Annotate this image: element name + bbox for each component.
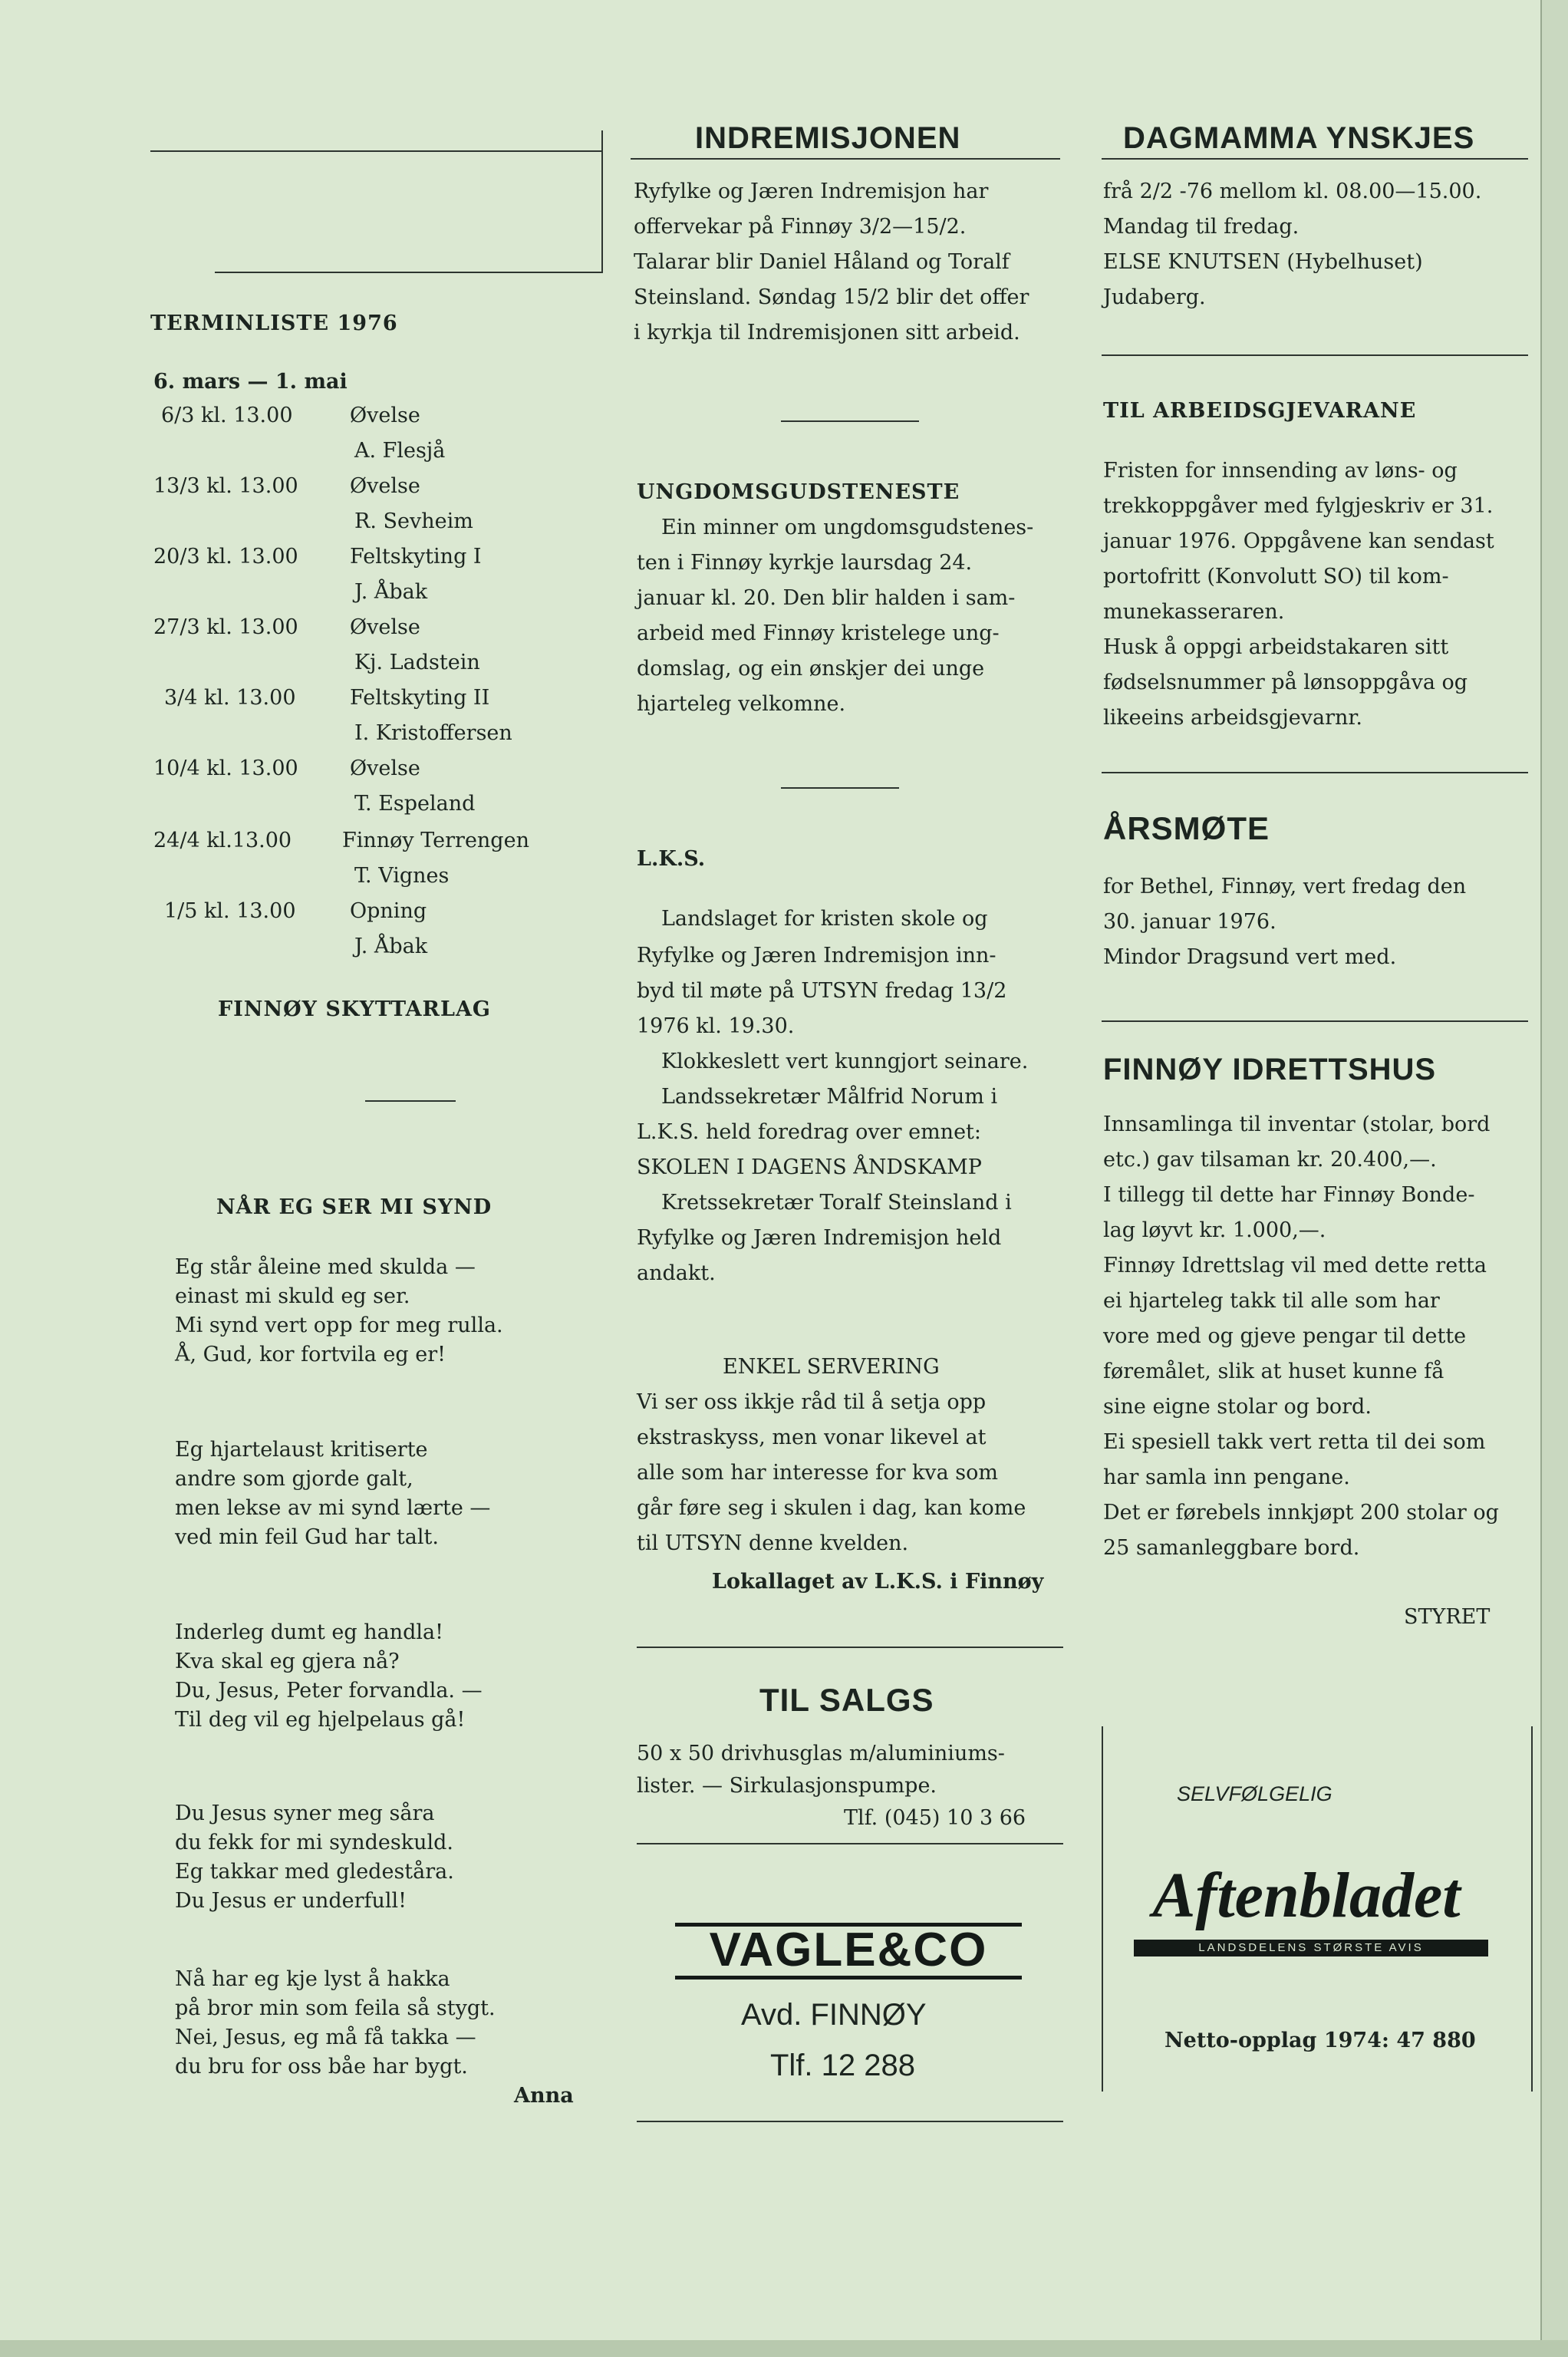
termin-event: Øvelse — [350, 615, 420, 639]
ungdom-line: hjarteleg velkomne. — [637, 692, 846, 716]
poem-line: Inderleg dumt eg handla! — [175, 1620, 443, 1644]
arbeidsgjevar-title: TIL ARBEIDSGJEVARANE — [1103, 399, 1417, 423]
poem-line: Eg står åleine med skulda — — [175, 1255, 476, 1279]
vertical-rule-col1 — [601, 130, 603, 272]
arbeidsgjevar-line: fødselsnummer på lønsoppgåva og — [1103, 671, 1468, 694]
termin-event: Øvelse — [350, 404, 420, 427]
dagmamma-line: frå 2/2 -76 mellom kl. 08.00—15.00. — [1103, 180, 1482, 203]
rule-col1-box — [215, 272, 603, 273]
ungdom-line: Ein minner om ungdomsgudstenes- — [661, 516, 1034, 539]
termin-date: 3/4 kl. 13.00 — [164, 686, 296, 710]
arbeidsgjevar-line: portofritt (Konvolutt SO) til kom- — [1103, 565, 1449, 588]
idrettshus-line: vore med og gjeve pengar til dette — [1103, 1324, 1467, 1348]
poem-line: Å, Gud, kor fortvila eg er! — [175, 1343, 446, 1366]
termin-date: 10/4 kl. 13.00 — [153, 757, 298, 780]
separator-rule — [365, 1100, 456, 1102]
poem-line: på bror min som feila så stygt. — [175, 1996, 496, 2020]
servering-line: ekstraskyss, men vonar likevel at — [637, 1426, 987, 1449]
aftenbladet-frame-right — [1531, 1726, 1533, 2092]
poem-line: Til deg vil eg hjelpelaus gå! — [175, 1708, 466, 1732]
rule-aarsmote-bottom — [1102, 1020, 1528, 1022]
idrettshus-line: I tillegg til dette har Finnøy Bonde- — [1103, 1183, 1475, 1207]
termin-date: 24/4 kl.13.00 — [153, 829, 292, 852]
servering-line: alle som har interesse for kva som — [637, 1461, 998, 1485]
termin-person: J. Åbak — [354, 580, 428, 604]
servering-line: Vi ser oss ikkje råd til å setja opp — [637, 1390, 987, 1414]
dagmamma-line: Judaberg. — [1103, 285, 1206, 309]
terminliste-title: TERMINLISTE 1976 — [150, 312, 398, 335]
idrettshus-line: Finnøy Idrettslag vil med dette retta — [1103, 1254, 1487, 1277]
idrettshus-line: sine eigne stolar og bord. — [1103, 1395, 1372, 1419]
aftenbladet-tagline: SELVFØLGELIG — [1177, 1782, 1332, 1805]
termin-person: R. Sevheim — [354, 509, 473, 533]
arbeidsgjevar-line: Husk å oppgi arbeidstakaren sitt — [1103, 635, 1449, 659]
rule-vagle-bottom — [637, 2121, 1063, 2122]
poem-line: ved min feil Gud har talt. — [175, 1525, 439, 1549]
poem-line: Nå har eg kje lyst å hakka — [175, 1967, 450, 1991]
rule-salg-top — [637, 1647, 1063, 1648]
poem-line: du fekk for mi syndeskuld. — [175, 1831, 453, 1854]
poem-line: Nei, Jesus, eg må få takka — — [175, 2026, 476, 2049]
termin-event: Finnøy Terrengen — [342, 829, 529, 852]
arbeidsgjevar-line: likeeins arbeidsgjevarnr. — [1103, 706, 1362, 730]
rule-arbeidsgjevar-bottom — [1102, 772, 1528, 773]
top-rule-col1 — [150, 150, 603, 152]
poem-line: einast mi skuld eg ser. — [175, 1284, 410, 1308]
idrettshus-line: Ei spesiell takk vert retta til dei som — [1103, 1430, 1486, 1454]
poem-line: du bru for oss båe har bygt. — [175, 2055, 468, 2078]
lks-signature: Lokallaget av L.K.S. i Finnøy — [712, 1570, 1044, 1594]
termin-event: Øvelse — [350, 757, 420, 780]
idrettshus-title: FINNØY IDRETTSHUS — [1103, 1053, 1437, 1086]
page-bottom-strip — [0, 2340, 1568, 2357]
aftenbladet-tagline-bar: LANDSDELENS STØRSTE AVIS — [1134, 1940, 1488, 1956]
lks-line: byd til møte på UTSYN fredag 13/2 — [637, 979, 1007, 1003]
lks-title: L.K.S. — [637, 847, 706, 871]
indremisjon-line: offervekar på Finnøy 3/2—15/2. — [634, 215, 967, 239]
termin-person: J. Åbak — [354, 935, 428, 958]
arbeidsgjevar-line: Fristen for innsending av løns- og — [1103, 459, 1458, 483]
servering-line: går føre seg i skulen i dag, kan kome — [637, 1496, 1026, 1520]
poem-author: Anna — [514, 2084, 574, 2108]
arbeidsgjevar-line: januar 1976. Oppgåvene kan sendast — [1103, 529, 1494, 553]
poem-line: Du, Jesus, Peter forvandla. — — [175, 1679, 483, 1703]
poem-line: men lekse av mi synd lærte — — [175, 1496, 491, 1520]
rule-salg-bottom — [637, 1843, 1063, 1844]
rule-indremisjon — [631, 158, 1060, 160]
ungdom-line: domslag, og ein ønskjer dei unge — [637, 657, 985, 681]
lks-line: L.K.S. held foredrag over emnet: — [637, 1120, 981, 1144]
vagle-phone: Tlf. 12 288 — [770, 2049, 916, 2082]
termin-person: T. Espeland — [354, 792, 476, 816]
idrettshus-line: ei hjarteleg takk til alle som har — [1103, 1289, 1440, 1313]
lks-line: 1976 kl. 19.30. — [637, 1014, 795, 1038]
page-edge-strip — [1540, 0, 1568, 2357]
ungdom-title: UNGDOMSGUDSTENESTE — [637, 480, 960, 504]
idrettshus-line: Det er førebels innkjøpt 200 stolar og — [1103, 1501, 1499, 1525]
idrettshus-line: lag løyvt kr. 1.000,—. — [1103, 1218, 1326, 1242]
termin-date: 1/5 kl. 13.00 — [164, 899, 296, 923]
lks-line: Landssekretær Målfrid Norum i — [661, 1085, 998, 1109]
termin-event: Opning — [350, 899, 427, 923]
lks-line: SKOLEN I DAGENS ÅNDSKAMP — [637, 1155, 982, 1179]
idrettshus-line: 25 samanleggbare bord. — [1103, 1536, 1360, 1560]
lks-line: Kretssekretær Toralf Steinsland i — [661, 1191, 1012, 1215]
rule-dagmamma — [1102, 158, 1528, 160]
terminliste-footer: FINNØY SKYTTARLAG — [218, 997, 491, 1021]
poem-line: andre som gjorde galt, — [175, 1467, 413, 1491]
termin-event: Feltskyting I — [350, 545, 482, 569]
poem-line: Mi synd vert opp for meg rulla. — [175, 1314, 503, 1337]
aarsmote-line: for Bethel, Finnøy, vert fredag den — [1103, 875, 1467, 898]
termin-date: 6/3 kl. 13.00 — [161, 404, 293, 427]
termin-event: Øvelse — [350, 474, 420, 498]
poem-line: Du Jesus syner meg såra — [175, 1802, 435, 1825]
termin-date: 27/3 kl. 13.00 — [153, 615, 298, 639]
aftenbladet-frame-left — [1102, 1726, 1103, 2092]
vagle-logo: VAGLE&CO — [675, 1923, 1022, 1980]
poem-line: Du Jesus er underfull! — [175, 1889, 407, 1913]
salg-line: lister. — Sirkulasjonspumpe. — [637, 1774, 937, 1798]
indremisjon-line: Steinsland. Søndag 15/2 blir det offer — [634, 285, 1029, 309]
indremisjon-line: i kyrkja til Indremisjonen sitt arbeid. — [634, 321, 1020, 344]
poem-line: Eg takkar med gledeståra. — [175, 1860, 454, 1884]
separator-rule — [781, 787, 899, 789]
lks-line: Landslaget for kristen skole og — [661, 907, 988, 931]
lks-line: Klokkeslett vert kunngjort seinare. — [661, 1050, 1029, 1073]
lks-line: Ryfylke og Jæren Indremisjon held — [637, 1226, 1002, 1250]
indremisjon-line: Talarar blir Daniel Håland og Toralf — [634, 250, 1010, 274]
salg-phone: Tlf. (045) 10 3 66 — [844, 1806, 1026, 1830]
aftenbladet-circulation: Netto-opplag 1974: 47 880 — [1164, 2029, 1476, 2052]
idrettshus-line: Innsamlinga til inventar (stolar, bord — [1103, 1113, 1491, 1136]
poem-title: NÅR EG SER MI SYND — [216, 1195, 492, 1219]
termin-person: I. Kristoffersen — [354, 721, 512, 745]
indremisjon-line: Ryfylke og Jæren Indremisjon har — [634, 180, 989, 203]
termin-event: Feltskyting II — [350, 686, 490, 710]
dagmamma-title: DAGMAMMA YNSKJES — [1123, 121, 1475, 155]
ungdom-line: ten i Finnøy kyrkje laursdag 24. — [637, 551, 973, 575]
arbeidsgjevar-line: munekasseraren. — [1103, 600, 1285, 624]
salg-title: TIL SALGS — [759, 1682, 934, 1718]
termin-person: T. Vignes — [354, 864, 450, 888]
rule-dagmamma-bottom — [1102, 354, 1528, 356]
idrettshus-line: har samla inn pengane. — [1103, 1465, 1350, 1489]
dagmamma-line: Mandag til fredag. — [1103, 215, 1300, 239]
termin-date: 20/3 kl. 13.00 — [153, 545, 298, 569]
servering-line: til UTSYN denne kvelden. — [637, 1531, 909, 1555]
termin-date: 13/3 kl. 13.00 — [153, 474, 298, 498]
arbeidsgjevar-line: trekkoppgåver med fylgjeskriv er 31. — [1103, 494, 1494, 518]
vagle-branch: Avd. FINNØY — [741, 1998, 927, 2032]
aarsmote-line: 30. januar 1976. — [1103, 910, 1276, 934]
lks-line: Ryfylke og Jæren Indremisjon inn- — [637, 944, 996, 968]
indremisjon-title: INDREMISJONEN — [695, 121, 961, 155]
salg-line: 50 x 50 drivhusglas m/aluminiums- — [637, 1742, 1005, 1765]
dagmamma-line: ELSE KNUTSEN (Hybelhuset) — [1103, 250, 1423, 274]
aarsmote-title: ÅRSMØTE — [1103, 810, 1270, 846]
idrettshus-line: etc.) gav tilsaman kr. 20.400,—. — [1103, 1148, 1437, 1172]
termin-person: Kj. Ladstein — [354, 651, 480, 674]
terminliste-period: 6. mars — 1. mai — [153, 370, 348, 394]
aftenbladet-logo: Aftenbladet — [1152, 1860, 1461, 1931]
aarsmote-line: Mindor Dragsund vert med. — [1103, 945, 1397, 969]
poem-line: Eg hjartelaust kritiserte — [175, 1438, 428, 1462]
idrettshus-line: føremålet, slik at huset kunne få — [1103, 1360, 1444, 1383]
ungdom-line: arbeid med Finnøy kristelege ung- — [637, 621, 1000, 645]
termin-person: A. Flesjå — [354, 439, 446, 463]
poem-line: Kva skal eg gjera nå? — [175, 1650, 400, 1673]
servering-title: ENKEL SERVERING — [723, 1355, 940, 1379]
lks-line: andakt. — [637, 1261, 716, 1285]
separator-rule — [781, 420, 919, 422]
ungdom-line: januar kl. 20. Den blir halden i sam- — [637, 586, 1016, 610]
idrettshus-signature: STYRET — [1404, 1605, 1491, 1629]
